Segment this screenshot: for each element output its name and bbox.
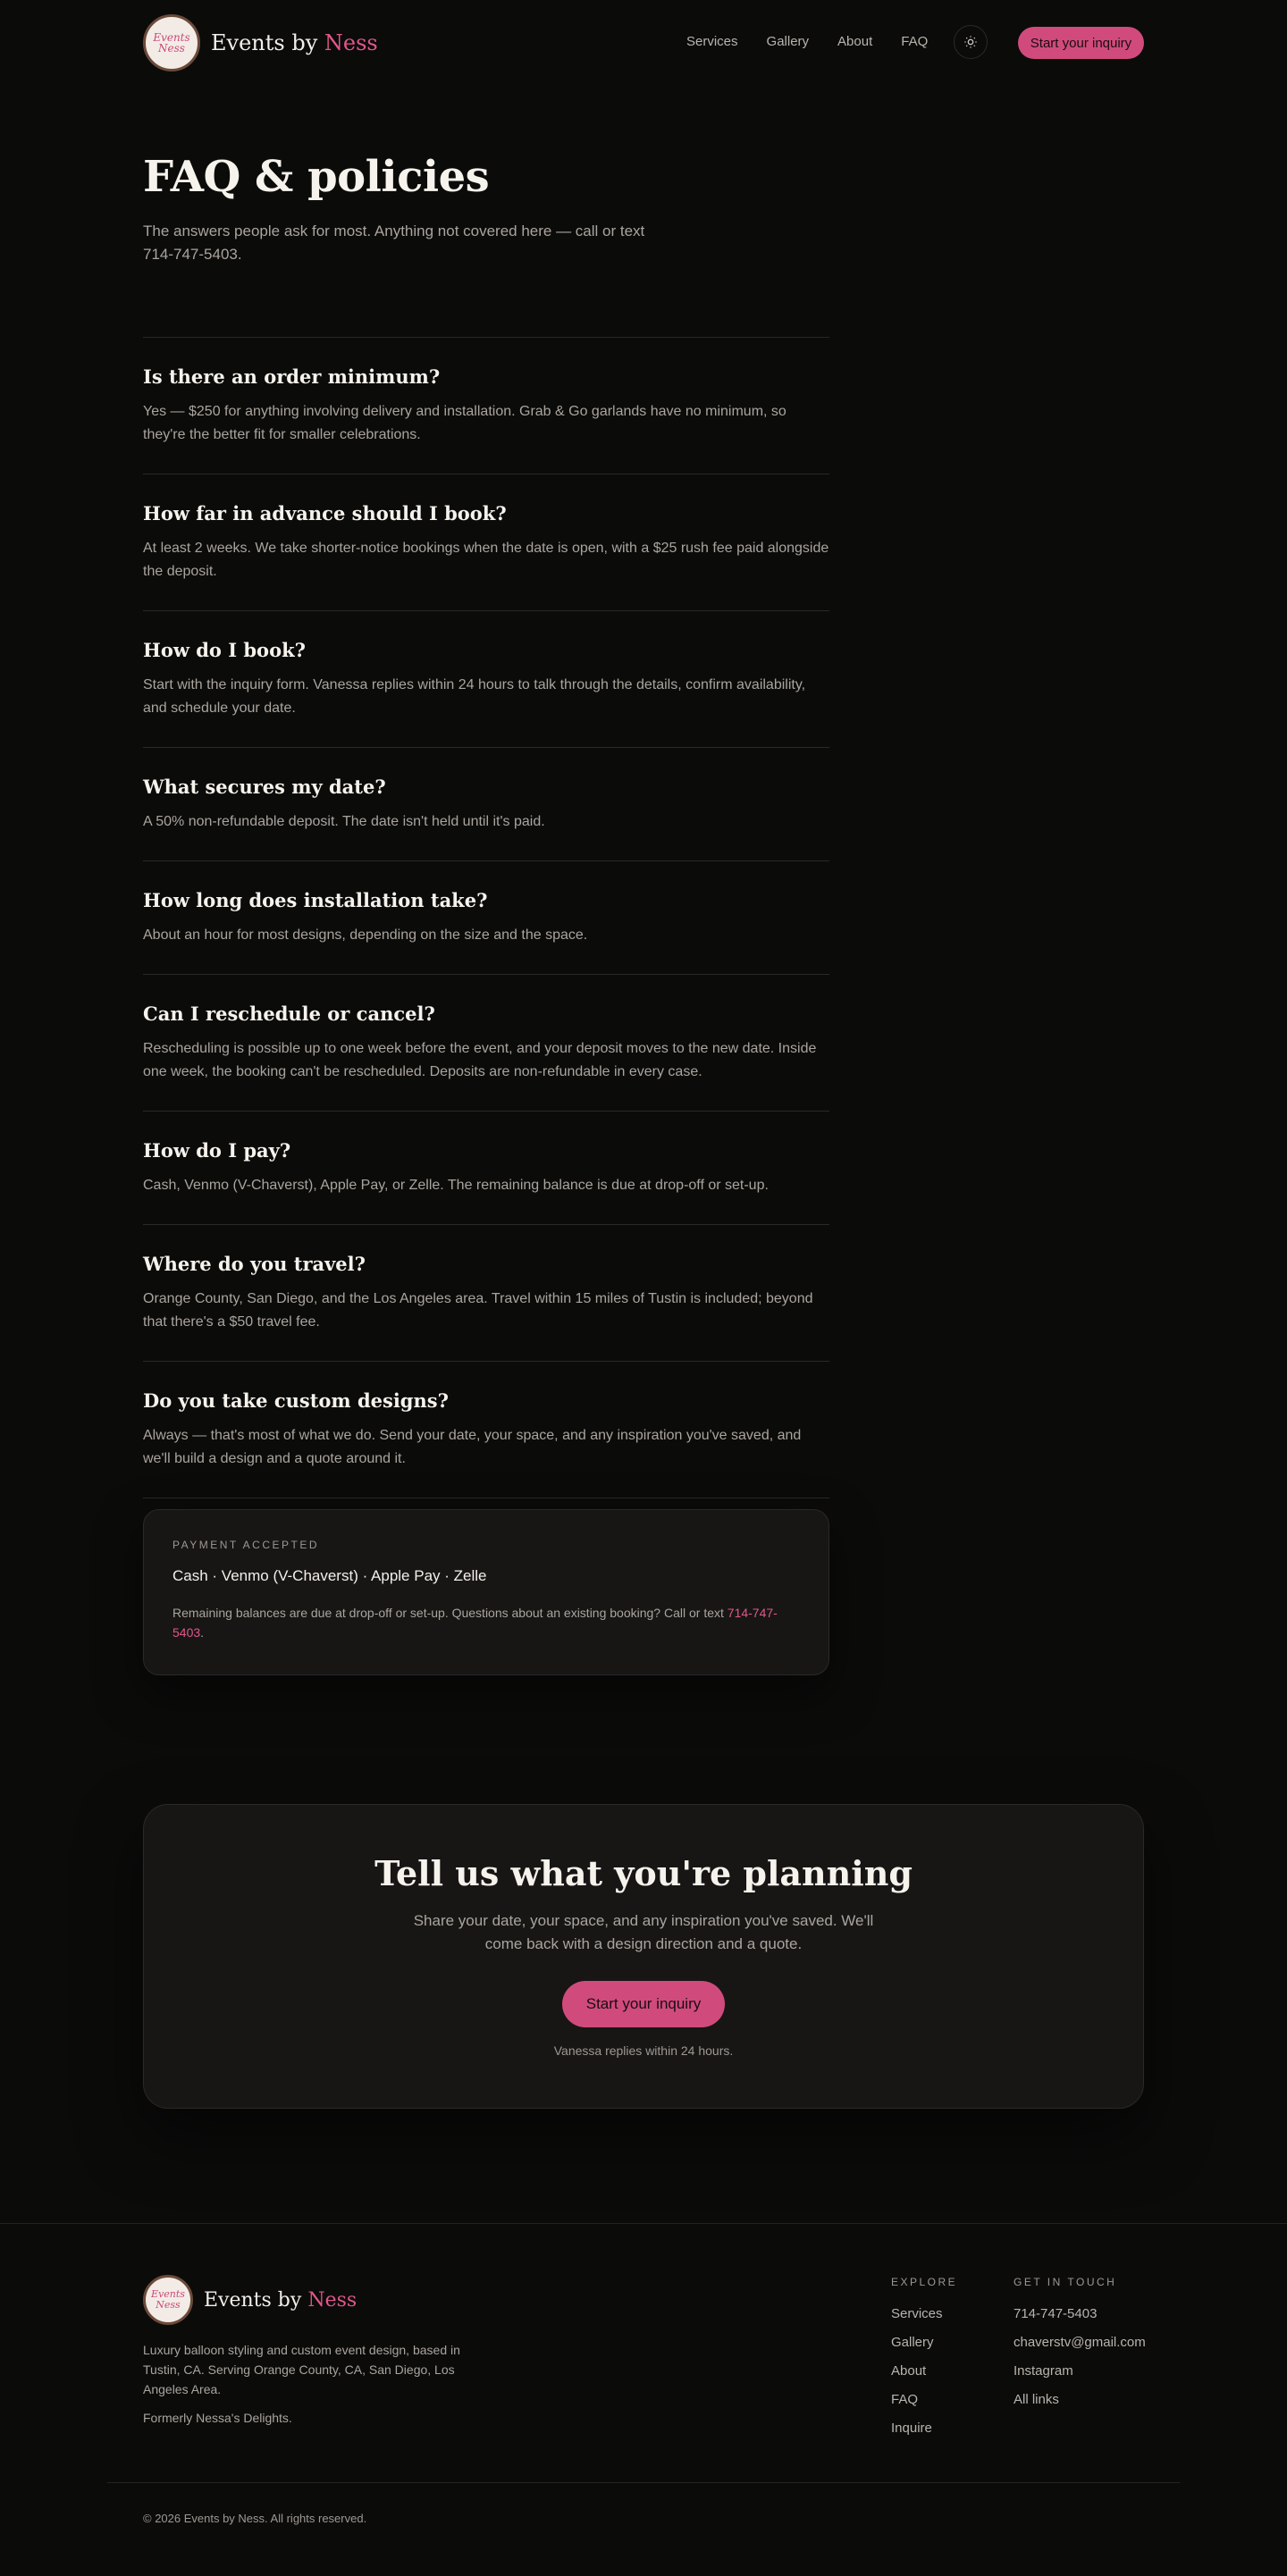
nav-about[interactable]: About <box>837 34 873 49</box>
faq-answer: Start with the inquiry form. Vanessa replies within 24 hours to talk through the details, confirm availability, and schedule your date. <box>143 677 806 716</box>
page-subtitle: The answers people ask for most. Anything not covered here — call or text 714-747-5403. <box>143 222 645 263</box>
cta-footnote: Vanessa replies within 24 hours. <box>553 2043 734 2058</box>
nav-gallery[interactable]: Gallery <box>766 34 810 49</box>
footer-divider <box>0 2223 1287 2224</box>
faq-answer: About an hour for most designs, depending on the size and the space. <box>143 927 588 943</box>
faq-answer: Rescheduling is possible up to one week before the event, and your deposit moves to the new date. Inside one week, the booking can't be rescheduled. Deposits are non-refundable in every case. <box>143 1041 817 1079</box>
footer-contact-column <box>1014 2276 1146 2421</box>
site-header <box>0 0 1287 86</box>
start-inquiry-button[interactable]: Start your inquiry <box>1018 27 1144 59</box>
footer-explore-heading: EXPLORE <box>891 2276 958 2288</box>
theme-toggle-button[interactable] <box>954 25 988 59</box>
payment-eyebrow: PAYMENT ACCEPTED <box>172 1539 320 1551</box>
faq-answer: At least 2 weeks. We take shorter-notice bookings when the date is open, with a $25 rush fee paid alongside the deposit. <box>143 541 829 579</box>
copyright: © 2026 Events by Ness. All rights reserved. <box>143 2512 367 2525</box>
faq-question: How do I pay? <box>143 1139 291 1162</box>
main-nav <box>686 34 928 49</box>
nav-faq[interactable]: FAQ <box>901 34 929 49</box>
nav-services[interactable]: Services <box>686 34 738 49</box>
footer-link-inquire[interactable]: Inquire <box>891 2421 932 2436</box>
faq-answer: Always — that's most of what we do. Send your date, your space, and any inspiration you've saved, and we'll build a design and a quote around it. <box>143 1428 802 1466</box>
footer-link-instagram[interactable]: Instagram <box>1014 2363 1073 2379</box>
faq-item <box>143 975 829 1112</box>
faq-question: Can I reschedule or cancel? <box>143 1003 435 1025</box>
faq-item <box>143 474 829 611</box>
inquiry-cta-section <box>143 1804 1144 2109</box>
brand-name: Events by Ness <box>211 30 378 55</box>
faq-item <box>143 748 829 861</box>
faq-answer: Yes — $250 for anything involving delivery and installation. Grab & Go garlands have no minimum, so they're the better fit for smaller celebrations. <box>143 404 786 442</box>
faq-answer: A 50% non-refundable deposit. The date isn't held until it's paid. <box>143 814 545 829</box>
faq-question: How far in advance should I book? <box>143 502 507 524</box>
faq-item <box>143 611 829 748</box>
faq-answer: Cash, Venmo (V-Chaverst), Apple Pay, or Zelle. The remaining balance is due at drop-off or set-up. <box>143 1178 769 1193</box>
faq-item <box>143 1362 829 1498</box>
faq-question: Where do you travel? <box>143 1253 366 1275</box>
faq-question: How long does installation take? <box>143 889 488 911</box>
footer-link-all-links[interactable]: All links <box>1014 2392 1059 2407</box>
footer-link-gallery[interactable]: Gallery <box>891 2335 934 2350</box>
brand-logo[interactable] <box>143 14 378 71</box>
footer-bottom-divider <box>107 2482 1180 2483</box>
footer-formerly: Formerly Nessa's Delights. <box>143 2411 292 2425</box>
cta-start-inquiry-button[interactable]: Start your inquiry <box>562 1981 725 2027</box>
footer-brand-name: Events by Ness <box>204 2288 358 2312</box>
payment-note: Remaining balances are due at drop-off or set-up. Questions about an existing booking? Call or text 714-747-5403. <box>172 1606 778 1640</box>
footer-brand-logo[interactable] <box>143 2275 357 2325</box>
payment-methods: Cash · Venmo (V-Chaverst) · Apple Pay · Zelle <box>172 1567 487 1584</box>
faq-question: What secures my date? <box>143 776 386 798</box>
payment-phone-link[interactable]: 714-747-5403 <box>172 1606 778 1640</box>
faq-item <box>143 1225 829 1362</box>
faq-question: How do I book? <box>143 639 306 661</box>
cta-subtitle: Share your date, your space, and any inspiration you've saved. We'll come back with a design direction and a quote. <box>413 1912 874 1952</box>
footer-contact-heading: GET IN TOUCH <box>1014 2276 1117 2288</box>
faq-question: Do you take custom designs? <box>143 1389 449 1412</box>
footer-explore-column <box>891 2276 957 2449</box>
faq-answer: Orange County, San Diego, and the Los Angeles area. Travel within 15 miles of Tustin is included; beyond that there's a $50 travel fee. <box>143 1291 813 1330</box>
footer-link-email[interactable]: chaverstv@gmail.com <box>1014 2335 1146 2350</box>
sun-icon <box>963 35 978 49</box>
footer-link-phone[interactable]: 714-747-5403 <box>1014 2306 1098 2321</box>
cta-title: Tell us what you're planning <box>374 1853 913 1893</box>
footer-logo-mark: Events Ness <box>143 2275 193 2325</box>
footer-link-faq[interactable]: FAQ <box>891 2392 919 2407</box>
faq-list <box>143 337 829 1498</box>
footer-link-services[interactable]: Services <box>891 2306 943 2321</box>
logo-mark: Events Ness <box>143 14 200 71</box>
faq-question: Is there an order minimum? <box>143 365 441 388</box>
page-title: FAQ & policies <box>143 152 490 202</box>
footer-link-about[interactable]: About <box>891 2363 927 2379</box>
faq-item <box>143 1112 829 1225</box>
footer-description: Luxury balloon styling and custom event design, based in Tustin, CA. Serving Orange County, CA, San Diego, Los Angeles Area. <box>143 2343 460 2396</box>
faq-item <box>143 861 829 975</box>
payment-card <box>143 1509 829 1675</box>
faq-item <box>143 338 829 474</box>
